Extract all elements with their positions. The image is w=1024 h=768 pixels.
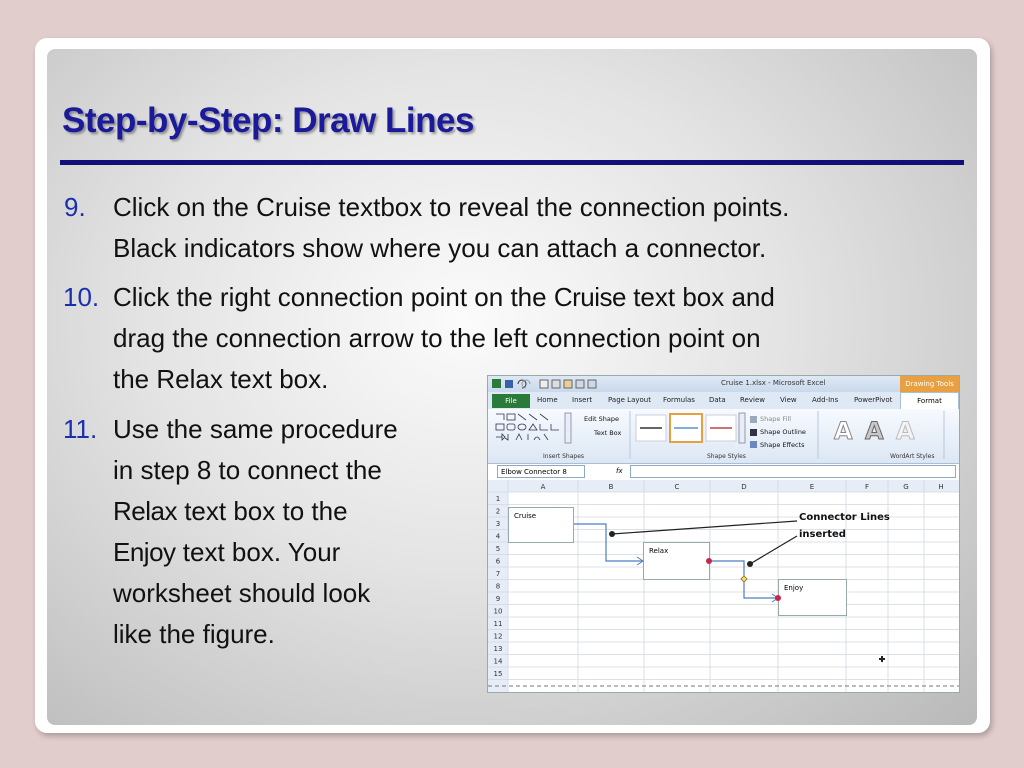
tab-file[interactable]: File xyxy=(492,394,530,408)
svg-text:G: G xyxy=(903,483,909,491)
step-11-line-1: Use the same procedure xyxy=(113,414,398,444)
svg-text:5: 5 xyxy=(495,545,501,553)
text-box-button[interactable]: Text Box xyxy=(594,429,622,437)
step-10-text: Click the right connection point on the xyxy=(113,282,554,312)
tab-formulas[interactable]: Formulas xyxy=(663,396,695,404)
fx-icon: fx xyxy=(616,467,623,475)
step-10-line-3: the Relax text box. xyxy=(113,364,329,394)
step-9-line-2: Black indicators show where you can attach a connector. xyxy=(113,233,767,263)
relax-keyword: Relax xyxy=(113,496,177,526)
connector-lines-callout xyxy=(799,509,890,543)
callout-line-1: Connector Lines xyxy=(799,512,890,523)
svg-text:10: 10 xyxy=(493,607,503,616)
svg-text:D: D xyxy=(741,483,747,491)
svg-text:C: C xyxy=(674,483,680,491)
step-11-line-2: in step 8 to connect the xyxy=(113,455,382,485)
connector-adjust-handle xyxy=(741,576,747,582)
svg-text:9: 9 xyxy=(495,595,501,603)
step-9-number: 9. xyxy=(64,192,86,222)
svg-text:A: A xyxy=(540,483,546,491)
tab-home[interactable]: Home xyxy=(537,396,558,404)
wordart-style-2[interactable]: A xyxy=(865,417,884,445)
step-11-line-3 xyxy=(113,491,348,532)
wordart-styles-label: WordArt Styles xyxy=(890,453,935,460)
callout-line-2: inserted xyxy=(799,529,846,540)
svg-text:11: 11 xyxy=(493,620,503,628)
cruise-relax-connector xyxy=(574,524,643,561)
edit-shape-button[interactable]: Edit Shape xyxy=(584,415,620,423)
tab-add-ins[interactable]: Add-Ins xyxy=(812,396,839,404)
callout-pointer-2 xyxy=(750,536,797,564)
svg-text:E: E xyxy=(809,483,815,491)
svg-text:8: 8 xyxy=(495,582,501,591)
tab-powerpivot[interactable]: PowerPivot xyxy=(854,396,893,404)
svg-text:3: 3 xyxy=(495,520,501,528)
step-10-line-2: drag the connection arrow to the left connection point on xyxy=(113,323,761,353)
svg-text:4: 4 xyxy=(495,532,501,541)
svg-text:B: B xyxy=(608,483,614,491)
callout-pointer-1 xyxy=(612,521,797,534)
svg-text:7: 7 xyxy=(495,570,501,578)
svg-text:1: 1 xyxy=(495,495,501,503)
tab-view[interactable]: View xyxy=(780,396,797,404)
slide-title: Step-by-Step: Draw Lines xyxy=(62,101,474,140)
svg-text:F: F xyxy=(864,483,870,491)
step-10-text-end: text box and xyxy=(625,282,775,312)
name-box[interactable]: Elbow Connector 8 xyxy=(497,465,585,478)
cruise-keyword: Cruise xyxy=(553,282,626,312)
svg-text:6: 6 xyxy=(495,557,501,566)
step-11-number: 11. xyxy=(63,414,98,444)
connection-point-relax xyxy=(706,558,712,564)
shape-outline-button[interactable]: Shape Outline xyxy=(760,428,806,436)
connection-point-enjoy xyxy=(775,595,781,601)
cruise-textbox[interactable]: Cruise xyxy=(508,507,574,543)
drawing-tools-context: Drawing Tools xyxy=(900,376,959,392)
shape-styles-label: Shape Styles xyxy=(707,453,746,460)
insert-shapes-label: Insert Shapes xyxy=(543,453,585,460)
title-underline xyxy=(60,160,964,165)
wordart-style-3[interactable]: A xyxy=(896,417,915,445)
excel-screenshot xyxy=(487,375,960,693)
tab-data[interactable]: Data xyxy=(709,396,726,404)
tab-page-layout[interactable]: Page Layout xyxy=(608,396,651,404)
tab-insert[interactable]: Insert xyxy=(572,396,593,404)
connection-point-1 xyxy=(609,531,615,537)
relax-textbox[interactable]: Relax xyxy=(643,542,710,580)
step-11-line-6: like the figure. xyxy=(113,619,275,649)
tab-review[interactable]: Review xyxy=(740,396,765,404)
step-11-line-4 xyxy=(113,532,340,573)
connection-point-2 xyxy=(747,561,753,567)
step-11-text-3: text box to the xyxy=(176,496,348,526)
step-10-number: 10. xyxy=(63,282,100,312)
step-11-text-4: text box. Your xyxy=(175,537,341,567)
step-10-line-1 xyxy=(113,277,775,318)
step-9-line-1: Click on the Cruise textbox to reveal the connection points. xyxy=(113,192,790,222)
wordart-style-1[interactable]: A xyxy=(834,417,853,445)
shape-fill-button[interactable]: Shape Fill xyxy=(760,415,792,423)
window-title: Cruise 1.xlsx - Microsoft Excel xyxy=(721,379,826,387)
svg-text:H: H xyxy=(938,483,944,491)
svg-text:13: 13 xyxy=(493,645,503,653)
enjoy-keyword: Enjoy xyxy=(113,537,176,567)
tab-format[interactable]: Format xyxy=(900,392,959,409)
svg-text:14: 14 xyxy=(493,657,503,666)
svg-text:15: 15 xyxy=(493,670,503,678)
cursor-icon xyxy=(879,656,885,662)
svg-text:2: 2 xyxy=(495,507,501,516)
shape-effects-button[interactable]: Shape Effects xyxy=(760,441,805,449)
step-11-line-5: worksheet should look xyxy=(113,578,371,608)
svg-text:12: 12 xyxy=(493,632,503,641)
enjoy-textbox[interactable]: Enjoy xyxy=(778,579,847,616)
